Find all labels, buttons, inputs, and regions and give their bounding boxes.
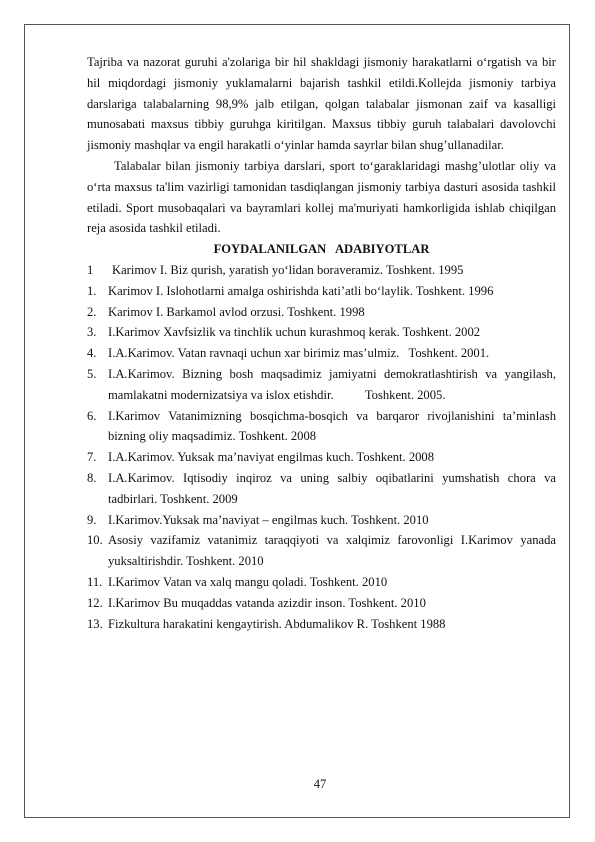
reference-number: 5. [87,366,97,381]
reference-item [87,322,556,343]
reference-item [87,468,560,510]
reference-number: 10. [87,533,103,548]
reference-number: 6. [87,408,97,423]
reference-text: I.A.Karimov. Bizning bosh maqsadimiz jamiyatni demokratlashtirish va yangilash, mamlakatni modernizatsiya va islox etishdir. Toshkent. 2005. [108,366,560,402]
reference-item [87,593,556,614]
reference-text: I.A.Karimov. Vatan ravnaqi uchun xar birimiz mas’ulmiz. Toshkent. 2001. [108,346,490,361]
reference-number: 4. [87,346,97,361]
reference-text: I.Karimov Vatan va xalq mangu qoladi. Toshkent. 2010 [108,574,388,589]
reference-text: I.A.Karimov. Iqtisodiy inqiroz va uning salbiy oqibatlarini yumshatish chora va tadbirlari. Toshkent. 2009 [108,470,560,506]
references-title: FOYDALANILGAN ADABIYOTLAR [213,242,430,257]
reference-number: 1. [87,283,97,298]
reference-text: I.Karimov.Yuksak ma’naviyat – engilmas kuch. Toshkent. 2010 [108,512,429,527]
references-list [87,260,560,634]
reference-item [87,302,556,323]
reference-text: I.A.Karimov. Yuksak ma’naviyat engilmas kuch. Toshkent. 2008 [108,450,435,465]
page-number: 47 [313,777,327,791]
reference-number: 2. [87,304,97,319]
page-content [87,52,560,634]
body-paragraph-2: Talabalar bilan jismoniy tarbiya darslari, sport to‘garaklaridagi mashg’ulotlar oliy va o‘rta maxsus ta'lim vazirligi tamonidan tasdiqlangan jismoniy tarbiya dasturi asosida tashkil etiladi. Sport musobaqalari va bayramlari kollej ma'muriyati hamkorligida ishlab chiqilgan reja asosida tashkil etiladi. [87,158,556,236]
body-paragraph-1: Tajriba va nazorat guruhi a'zolariga bir hil shakldagi jismoniy harakatlarni o‘rgatish va bir hil miqdordagi jismoniy yuklamalarni bajarish tashkil etildi.Kollejda jismoniy tarbiya darslariga talabalarning 98,9% jalb etilgan, qolgan talabalar jismonan zaif va kasalligi munosabati maxsus tibbiy guruhga kiritilgan. Maxsus tibbiy guruh talabalari davolovchi jismoniy mashqlar va engil harakatli o‘yinlar hamda sayrlar bilan shug’ullanadilar. [87,55,556,153]
reference-item [87,281,556,302]
reference-text: Asosiy vazifamiz vatanimiz taraqqiyoti va xalqimiz farovonligi I.Karimov yanada yuksaltirishdir. Toshkent. 2010 [108,533,560,569]
reference-number: 8. [87,470,97,485]
reference-number: 11. [87,574,103,589]
reference-text: Karimov I. Biz qurish, yaratish yo‘lidan boraveramiz. Toshkent. 1995 [112,262,464,277]
reference-item [87,406,560,448]
reference-number: 3. [87,325,97,340]
reference-item [87,260,556,281]
reference-item [87,614,556,635]
reference-number: 13. [87,616,103,631]
reference-text: I.Karimov Xavfsizlik va tinchlik uchun kurashmoq kerak. Toshkent. 2002 [108,325,481,340]
reference-item [87,530,560,572]
reference-text: Karimov I. Islohotlarni amalga oshirishda kati’atli bo‘laylik. Toshkent. 1996 [108,283,494,298]
reference-item [87,510,556,531]
reference-text: Karimov I. Barkamol avlod orzusi. Toshkent. 1998 [108,304,365,319]
reference-item [87,364,560,406]
reference-text: I.Karimov Vatanimizning bosqichma-bosqich va barqaror rivojlanishini ta’minlash bizning oliy maqsadimiz. Toshkent. 2008 [108,408,560,444]
reference-item [87,343,556,364]
reference-text: I.Karimov Bu muqaddas vatanda azizdir inson. Toshkent. 2010 [108,595,426,610]
reference-text: Fizkultura harakatini kengaytirish. Abdumalikov R. Toshkent 1988 [108,616,446,631]
reference-number: 1 [87,262,94,277]
reference-item [87,447,556,468]
reference-number: 7. [87,450,97,465]
reference-number: 12. [87,595,103,610]
reference-item [87,572,556,593]
reference-number: 9. [87,512,97,527]
